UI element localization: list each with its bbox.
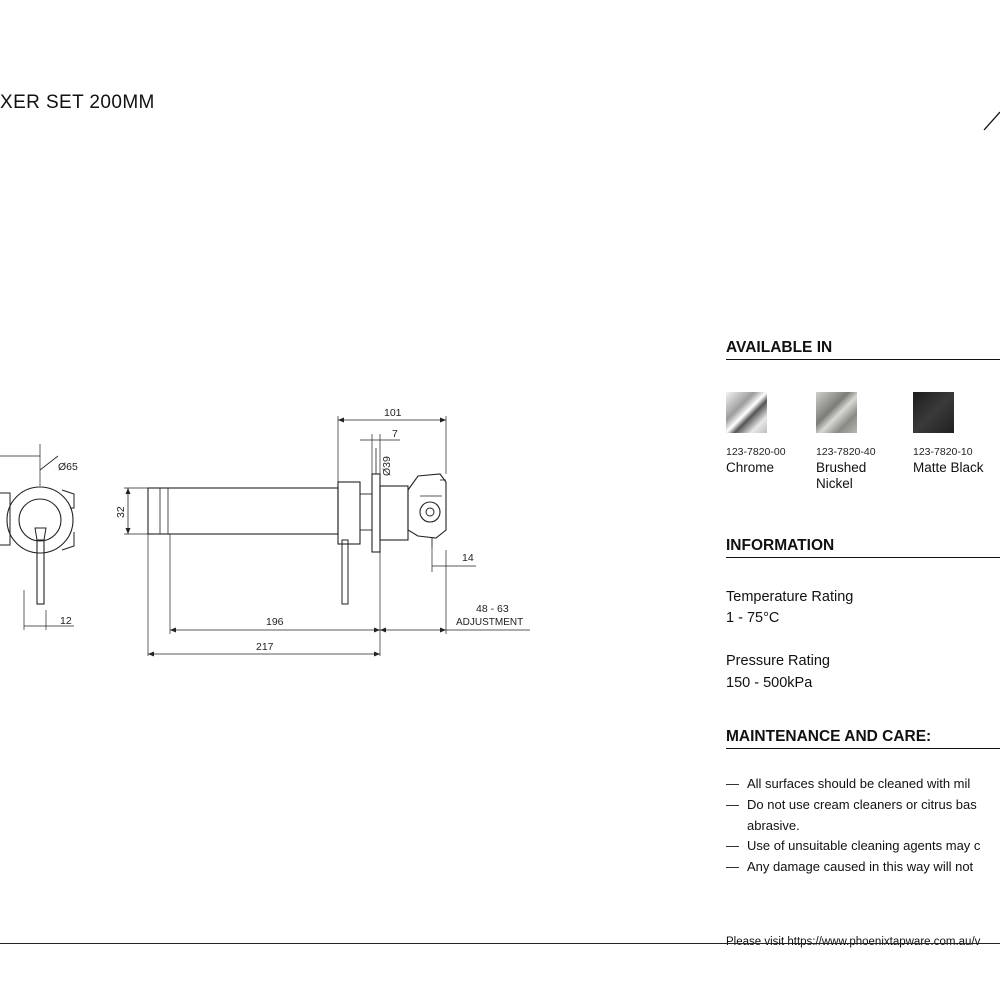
maintenance-heading: MAINTENANCE AND CARE: (726, 728, 932, 745)
divider (726, 748, 1000, 749)
finish-code-chrome: 123-7820-00 (726, 446, 786, 458)
dim-adjustment-range: 48 - 63 (476, 603, 509, 615)
technical-drawing (0, 390, 560, 670)
temperature-rating-label: Temperature Rating (726, 589, 854, 605)
dim-adjustment-label: ADJUSTMENT (456, 617, 524, 628)
information-heading: INFORMATION (726, 537, 835, 554)
finish-name-chrome: Chrome (726, 460, 775, 475)
pressure-rating-value: 150 - 500kPa (726, 675, 813, 691)
dim-217: 217 (256, 641, 274, 653)
divider (726, 557, 1000, 558)
finish-name-matte-black: Matte Black (913, 460, 984, 475)
dim-14: 14 (462, 552, 474, 564)
dim-12: 12 (60, 615, 72, 627)
spec-panel: AVAILABLE IN 123-7820-00 123-7820-40 123-7820-10 Chrome Brushed Nickel Matte Black INFORMATION Temperature Rating 1 - 75°C Pressure Rating 150 - 500kPa MAINTENANCE AND CARE: — All surfaces should be cleaned with mil — Do not use cream cleaners or citrus bas abrasive. — Use of unsuitable cleaning agents may c — Any damage caused in this way will not Please visit https://www.phoenixtapware.com.au/v (726, 0, 1000, 1000)
divider (726, 359, 1000, 360)
chrome-swatch (726, 392, 767, 433)
dim-7: 7 (392, 428, 398, 440)
finish-code-matte-black: 123-7820-10 (913, 446, 973, 458)
available-in-heading: AVAILABLE IN (726, 339, 833, 356)
dim-196: 196 (266, 616, 284, 628)
finish-name-brushed-nickel: Brushed Nickel (816, 460, 867, 491)
page-title: XER SET 200MM (0, 92, 155, 113)
finish-code-brushed-nickel: 123-7820-40 (816, 446, 876, 458)
pressure-rating-label: Pressure Rating (726, 653, 830, 669)
bottom-divider (0, 943, 1000, 944)
brushed-nickel-swatch (816, 392, 857, 433)
dim-101: 101 (384, 407, 402, 419)
matte-black-swatch (913, 392, 954, 433)
dim-32: 32 (115, 506, 127, 518)
dim-diameter-65: Ø65 (58, 461, 78, 473)
website-link[interactable]: Please visit https://www.phoenixtapware.com.au/v (726, 936, 981, 948)
dim-diameter-39: Ø39 (381, 456, 393, 476)
temperature-rating-value: 1 - 75°C (726, 610, 780, 626)
